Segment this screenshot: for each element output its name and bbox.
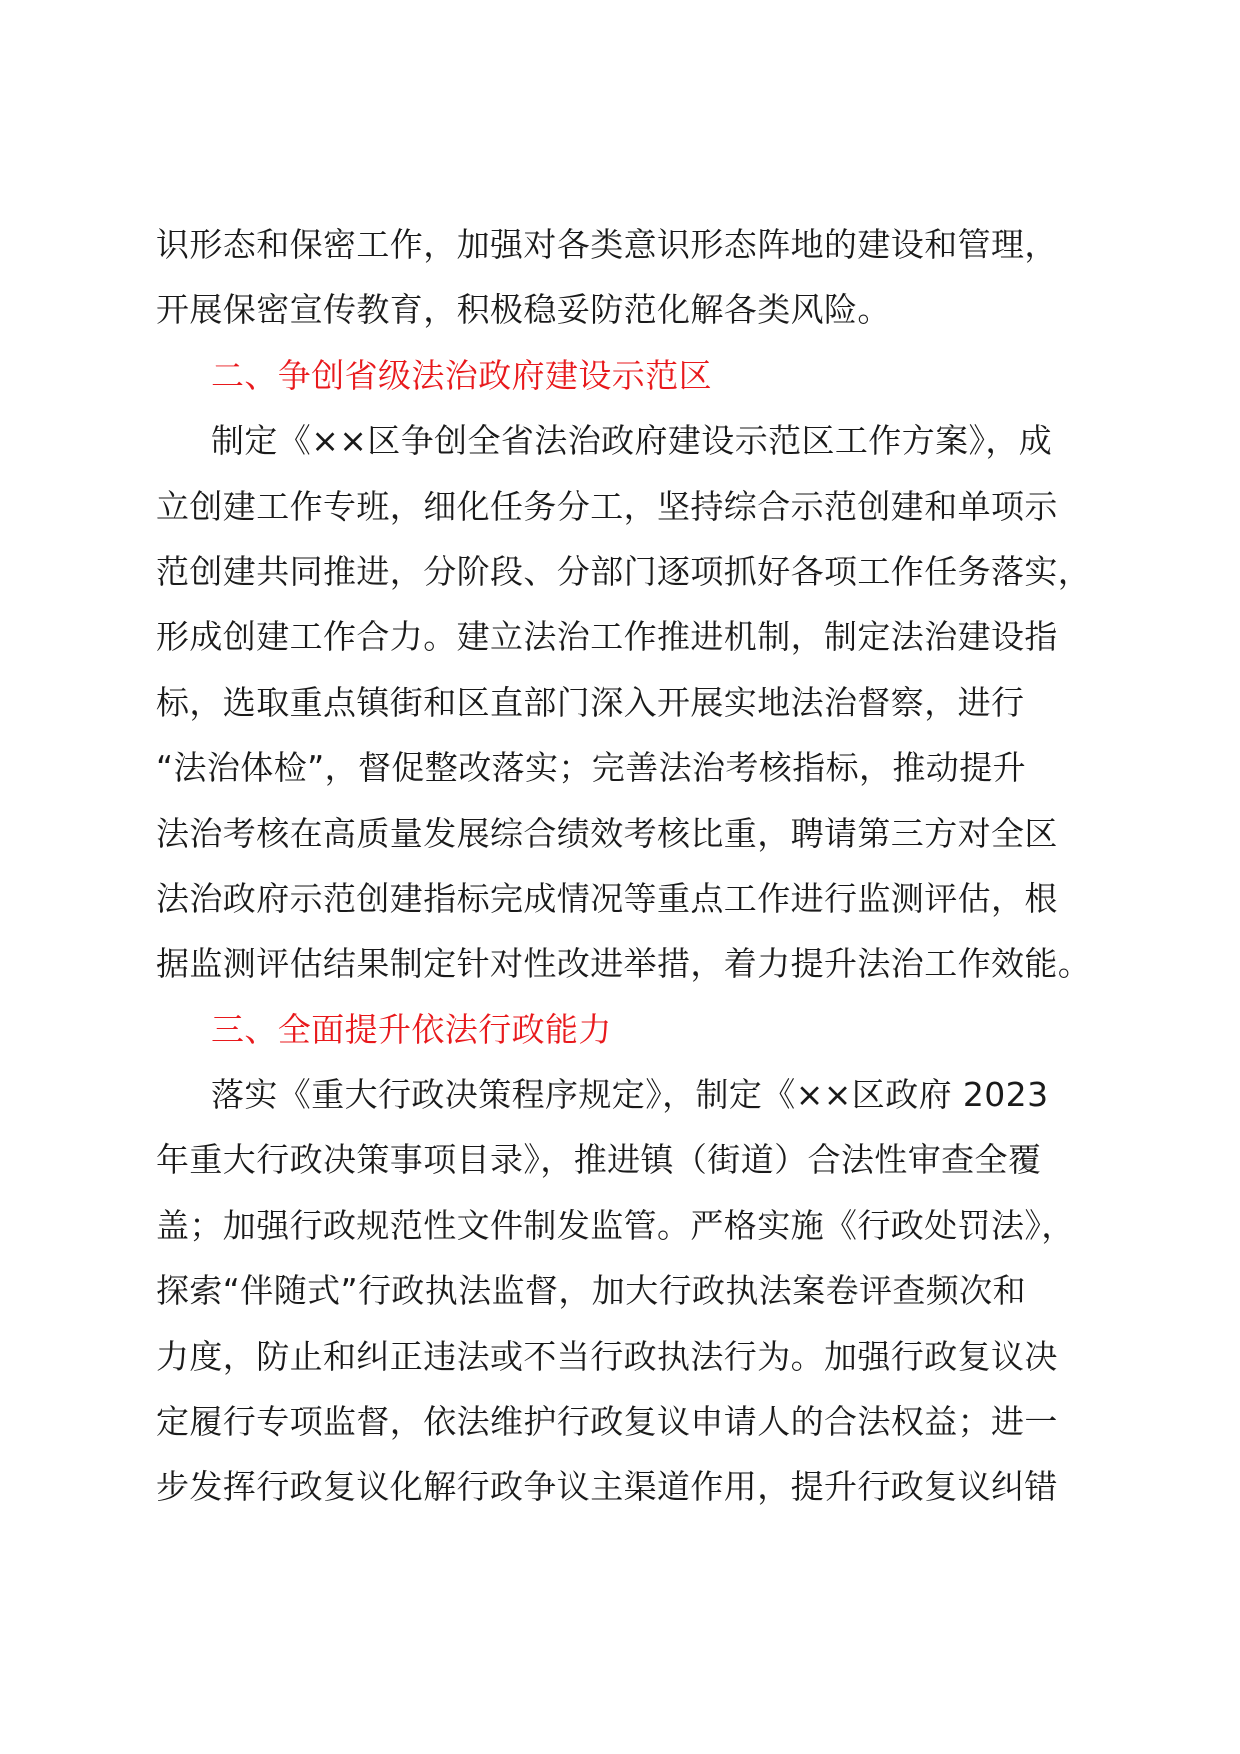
document-body — [156, 212, 1096, 1520]
section-heading-2: 二、争创省级法治政府建设示范区 — [211, 355, 712, 395]
paragraph-line: 识形态和保密工作，加强对各类意识形态阵地的建设和管理， — [156, 225, 1058, 264]
paragraph-line: 定履行专项监督，依法维护行政复议申请人的合法权益；进一 — [156, 1402, 1058, 1442]
paragraph-line: 形成创建工作合力。建立法治工作推进机制，制定法治建设指 — [156, 617, 1058, 657]
paragraph-line: 据监测评估结果制定针对性改进举措，着力提升法治工作效能。 — [156, 944, 1092, 984]
paragraph-line: 立创建工作专班，细化任务分工，坚持综合示范创建和单项示 — [156, 486, 1058, 526]
section-heading-3: 三、全面提升依法行政能力 — [211, 1009, 612, 1049]
paragraph-line: 法治政府示范创建指标完成情况等重点工作进行监测评估，根 — [156, 878, 1058, 918]
paragraph-line: 标，选取重点镇街和区直部门深入开展实地法治督察，进行 — [156, 682, 1025, 722]
paragraph-line: 盖；加强行政规范性文件制发监管。严格实施《行政处罚法》， — [156, 1205, 1075, 1245]
paragraph-line: “法治体检”，督促整改落实；完善法治考核指标，推动提升 — [156, 748, 1026, 788]
paragraph-line: 年重大行政决策事项目录》，推进镇（街道）合法性审查全覆 — [156, 1140, 1042, 1180]
paragraph-line: 制定《××区争创全省法治政府建设示范区工作方案》，成 — [211, 421, 1053, 461]
paragraph-1 — [156, 212, 1096, 343]
paragraph-line: 范创建共同推进，分阶段、分部门逐项抓好各项工作任务落实， — [156, 551, 1092, 591]
paragraph-line: 法治考核在高质量发展综合绩效考核比重，聘请第三方对全区 — [156, 813, 1058, 853]
paragraph-line: 步发挥行政复议化解行政争议主渠道作用，提升行政复议纠错 — [156, 1467, 1058, 1507]
paragraph-line: 力度，防止和纠正违法或不当行政执法行为。加强行政复议决 — [156, 1336, 1058, 1376]
paragraph-3 — [156, 1062, 1096, 1520]
paragraph-line: 落实《重大行政决策程序规定》，制定《××区政府 2023 — [211, 1075, 1049, 1115]
paragraph-2 — [156, 408, 1096, 997]
paragraph-line: 探索“伴随式”行政执法监督，加大行政执法案卷评查频次和 — [156, 1271, 1026, 1311]
paragraph-line: 开展保密宣传教育，积极稳妥防范化解各类风险。 — [156, 290, 891, 330]
